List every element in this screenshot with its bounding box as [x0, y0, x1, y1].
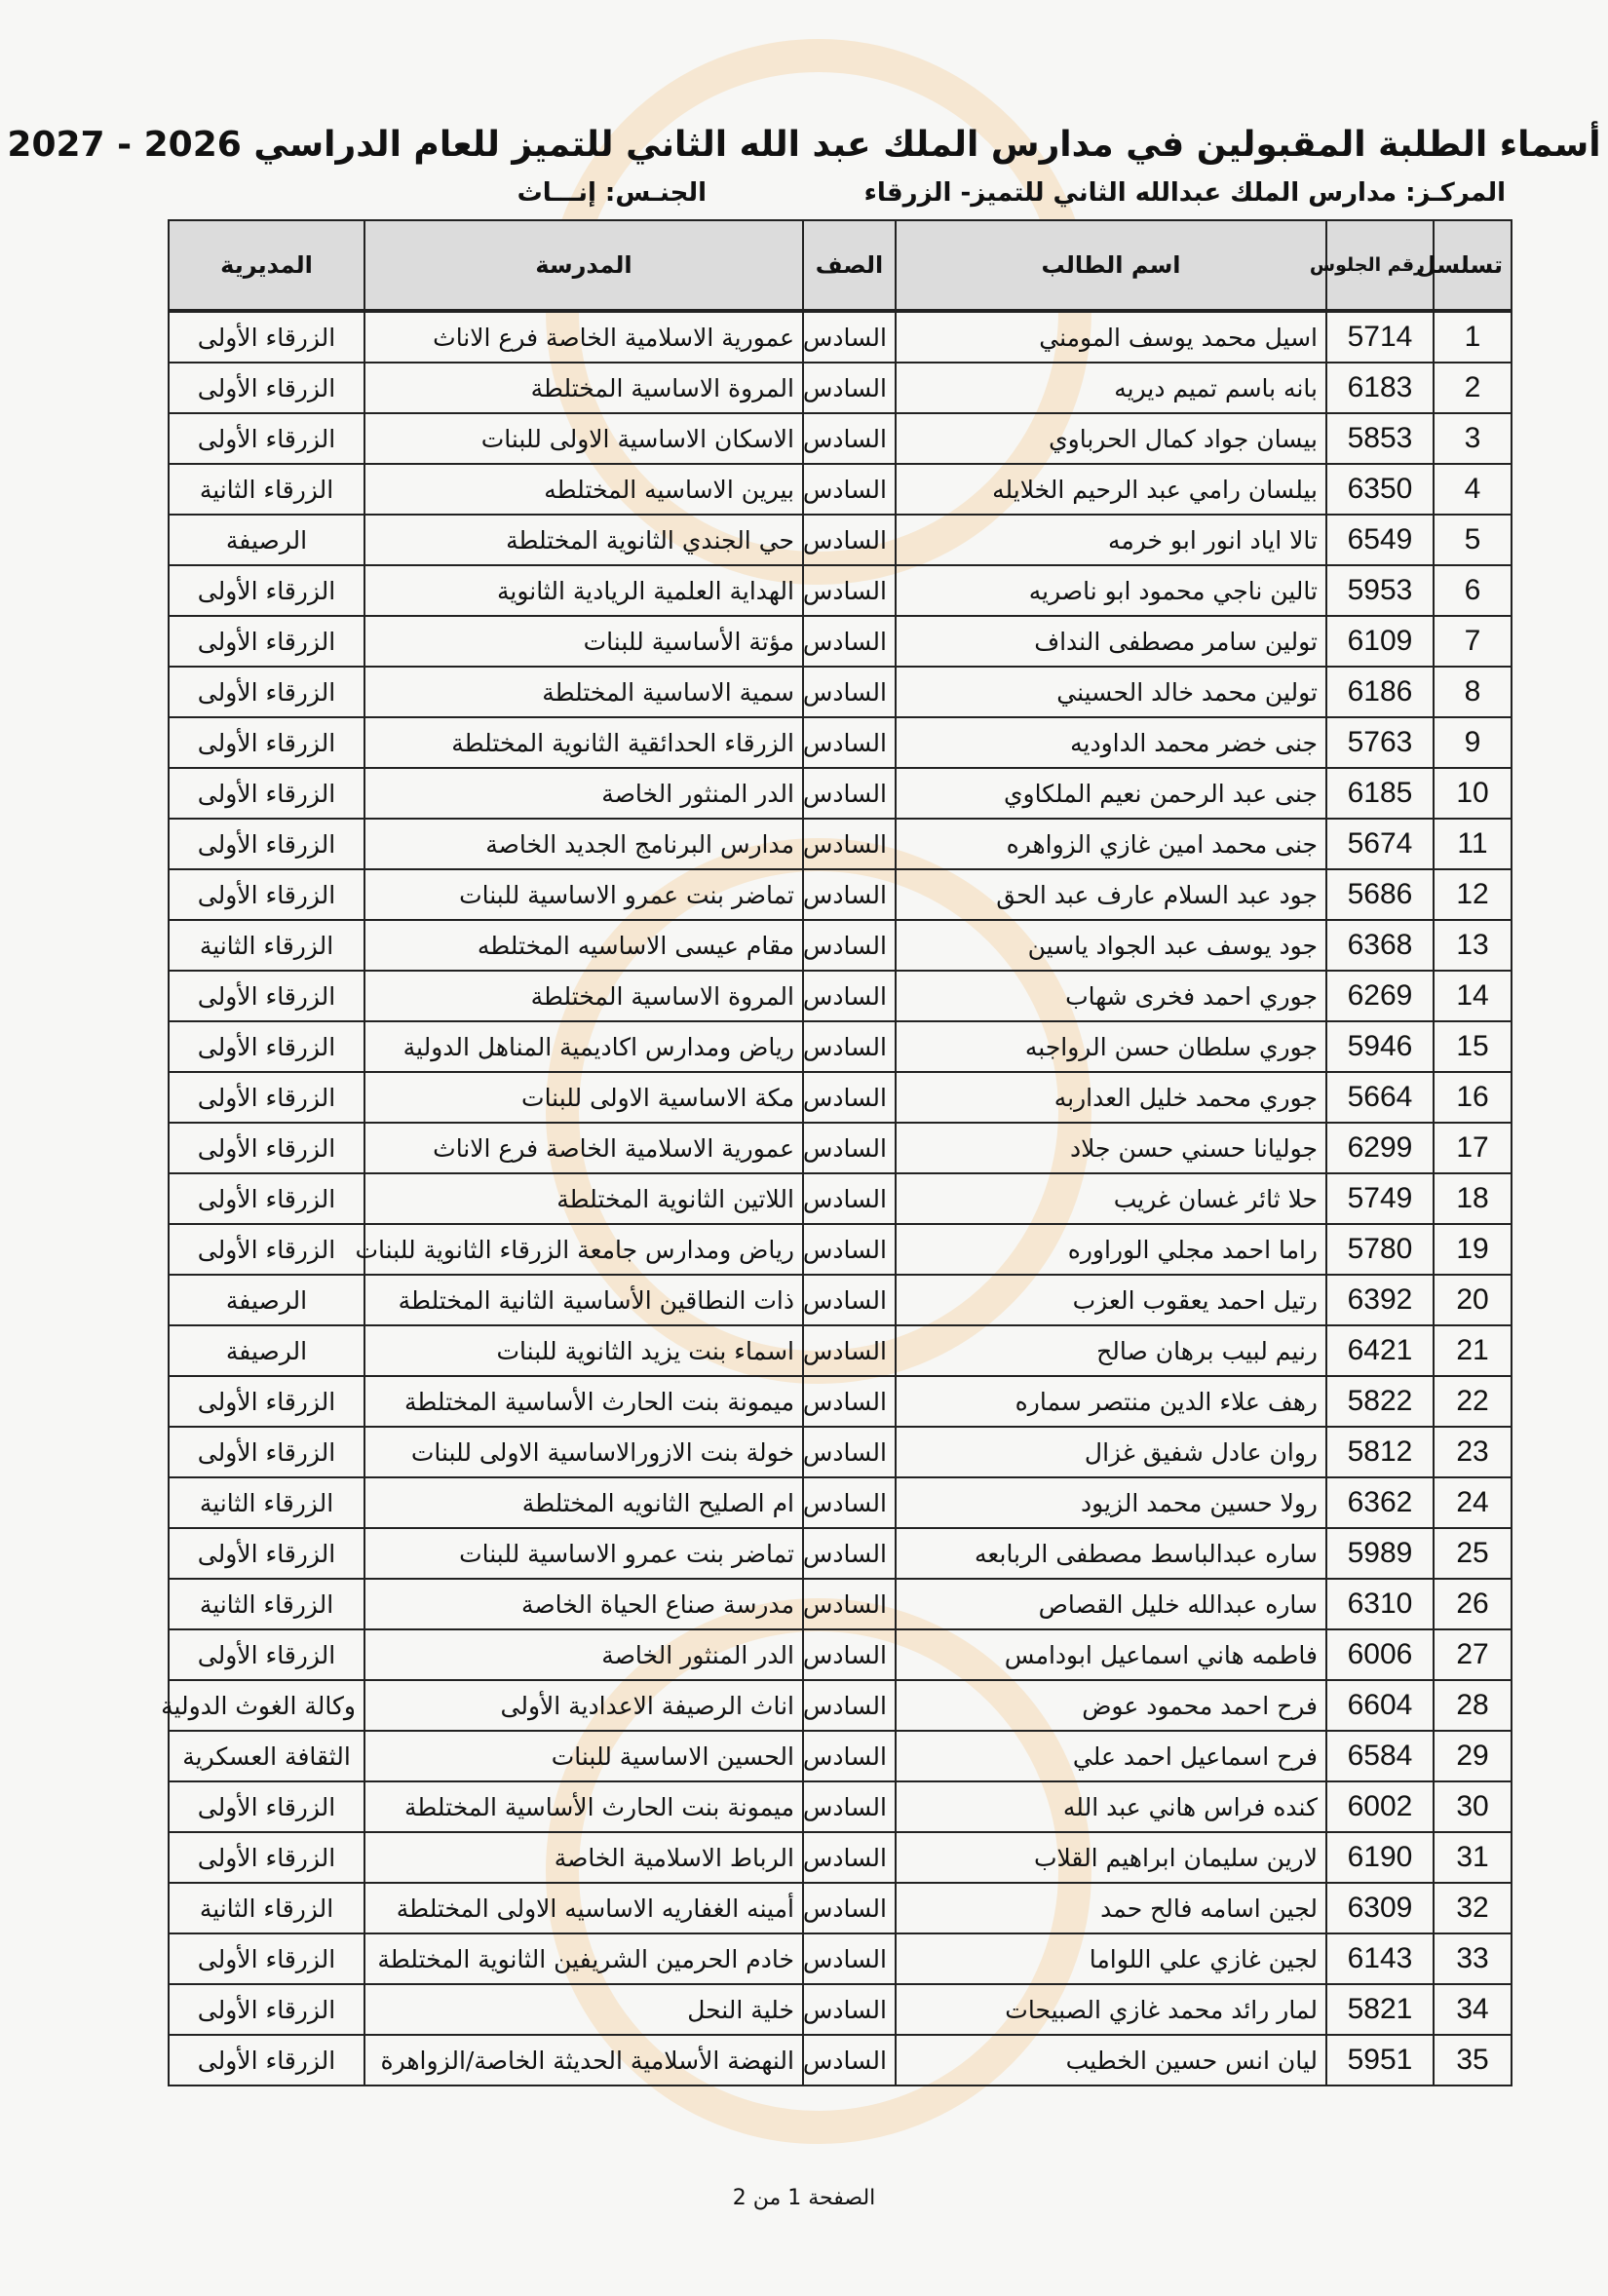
grade-cell: السادس	[803, 363, 896, 413]
student-name-cell: اسيل محمد يوسف المومني	[896, 311, 1326, 363]
seat-number-cell: 6584	[1326, 1731, 1434, 1781]
seat-number-cell: 6299	[1326, 1123, 1434, 1173]
serial-cell: 23	[1434, 1427, 1512, 1477]
header-school: المدرسة	[364, 220, 803, 311]
gender-label: الجنـس: إنـــاث	[517, 178, 707, 208]
grade-cell: السادس	[803, 667, 896, 717]
serial-cell: 2	[1434, 363, 1512, 413]
seat-number-cell: 5951	[1326, 2035, 1434, 2086]
school-cell: الحسين الاساسية للبنات	[364, 1731, 803, 1781]
directorate-cell: الزرقاء الأولى	[169, 363, 364, 413]
seat-number-cell: 6362	[1326, 1477, 1434, 1528]
table-row	[169, 1427, 1512, 1477]
serial-cell: 22	[1434, 1376, 1512, 1427]
school-cell: الرباط الاسلامية الخاصة	[364, 1832, 803, 1883]
school-cell: خلية النحل	[364, 1984, 803, 2035]
grade-cell: السادس	[803, 1021, 896, 1072]
directorate-cell: الزرقاء الأولى	[169, 971, 364, 1021]
school-cell: رياض ومدارس اكاديمية المناهل الدولية	[364, 1021, 803, 1072]
header-directorate: المديرية	[169, 220, 364, 311]
table-row	[169, 1933, 1512, 1984]
seat-number-cell: 6186	[1326, 667, 1434, 717]
serial-cell: 15	[1434, 1021, 1512, 1072]
seat-number-cell: 5953	[1326, 565, 1434, 616]
table-row	[169, 1072, 1512, 1123]
school-cell: الدر المنثور الخاصة	[364, 1629, 803, 1680]
directorate-cell: الزرقاء الثانية	[169, 1883, 364, 1933]
student-name-cell: جوليانا حسني حسن جلاد	[896, 1123, 1326, 1173]
directorate-cell: الزرقاء الأولى	[169, 1224, 364, 1275]
directorate-cell: الزرقاء الأولى	[169, 413, 364, 464]
seat-number-cell: 6604	[1326, 1680, 1434, 1731]
table-row	[169, 363, 1512, 413]
seat-number-cell: 6309	[1326, 1883, 1434, 1933]
grade-cell: السادس	[803, 768, 896, 819]
seat-number-cell: 5664	[1326, 1072, 1434, 1123]
school-cell: الدر المنثور الخاصة	[364, 768, 803, 819]
table-row	[169, 768, 1512, 819]
header-student-name: اسم الطالب	[896, 220, 1326, 311]
student-name-cell: رتيل احمد يعقوب العزب	[896, 1275, 1326, 1325]
student-name-cell: كنده فراس هاني عبد الله	[896, 1781, 1326, 1832]
grade-cell: السادس	[803, 2035, 896, 2086]
serial-cell: 31	[1434, 1832, 1512, 1883]
header-info	[166, 178, 1506, 213]
directorate-cell: الزرقاء الأولى	[169, 616, 364, 667]
grade-cell: السادس	[803, 1680, 896, 1731]
school-cell: اسماء بنت يزيد الثانوية للبنات	[364, 1325, 803, 1376]
school-cell: الاسكان الاساسية الاولى للبنات	[364, 413, 803, 464]
serial-cell: 11	[1434, 819, 1512, 869]
table-row	[169, 1275, 1512, 1325]
directorate-cell: الرصيفة	[169, 515, 364, 565]
student-name-cell: لارين سليمان ابراهيم القلاب	[896, 1832, 1326, 1883]
table-row	[169, 464, 1512, 515]
table-row	[169, 1984, 1512, 2035]
seat-number-cell: 5946	[1326, 1021, 1434, 1072]
directorate-cell: الرصيفة	[169, 1325, 364, 1376]
serial-cell: 16	[1434, 1072, 1512, 1123]
directorate-cell: الزرقاء الأولى	[169, 1528, 364, 1579]
table-row	[169, 1579, 1512, 1629]
serial-cell: 34	[1434, 1984, 1512, 2035]
grade-cell: السادس	[803, 565, 896, 616]
directorate-cell: الزرقاء الأولى	[169, 1123, 364, 1173]
seat-number-cell: 6002	[1326, 1781, 1434, 1832]
directorate-cell: الزرقاء الأولى	[169, 1173, 364, 1224]
school-cell: حي الجندي الثانوية المختلطة	[364, 515, 803, 565]
student-name-cell: بيلسان رامي عبد الرحيم الخلايله	[896, 464, 1326, 515]
seat-number-cell: 6310	[1326, 1579, 1434, 1629]
grade-cell: السادس	[803, 1528, 896, 1579]
school-cell: رياض ومدارس جامعة الزرقاء الثانوية للبنات	[364, 1224, 803, 1275]
grade-cell: السادس	[803, 1072, 896, 1123]
seat-number-cell: 5763	[1326, 717, 1434, 768]
grade-cell: السادس	[803, 1832, 896, 1883]
seat-number-cell: 6185	[1326, 768, 1434, 819]
seat-number-cell: 5989	[1326, 1528, 1434, 1579]
school-cell: عمورية الاسلامية الخاصة فرع الاناث	[364, 1123, 803, 1173]
directorate-cell: الزرقاء الأولى	[169, 1933, 364, 1984]
directorate-cell: الزرقاء الأولى	[169, 667, 364, 717]
table-row	[169, 1629, 1512, 1680]
school-cell: تماضر بنت عمرو الاساسية للبنات	[364, 869, 803, 920]
school-cell: النهضة الأسلامية الحديثة الخاصة/الزواهرة	[364, 2035, 803, 2086]
seat-number-cell: 6190	[1326, 1832, 1434, 1883]
serial-cell: 7	[1434, 616, 1512, 667]
directorate-cell: الزرقاء الأولى	[169, 1072, 364, 1123]
grade-cell: السادس	[803, 920, 896, 971]
student-name-cell: تولين محمد خالد الحسيني	[896, 667, 1326, 717]
directorate-cell: الزرقاء الأولى	[169, 2035, 364, 2086]
school-cell: سمية الاساسية المختلطة	[364, 667, 803, 717]
directorate-cell: الزرقاء الأولى	[169, 565, 364, 616]
directorate-cell: الزرقاء الأولى	[169, 311, 364, 363]
grade-cell: السادس	[803, 1275, 896, 1325]
table-header-row	[169, 220, 1512, 311]
directorate-cell: الزرقاء الأولى	[169, 1021, 364, 1072]
seat-number-cell: 5780	[1326, 1224, 1434, 1275]
directorate-cell: الثقافة العسكرية	[169, 1731, 364, 1781]
directorate-cell: الزرقاء الثانية	[169, 1477, 364, 1528]
student-name-cell: جنى عبد الرحمن نعيم الملكاوي	[896, 768, 1326, 819]
school-cell: بيرين الاساسيه المختلطه	[364, 464, 803, 515]
grade-cell: السادس	[803, 1477, 896, 1528]
table-row	[169, 1781, 1512, 1832]
seat-number-cell: 5686	[1326, 869, 1434, 920]
serial-cell: 4	[1434, 464, 1512, 515]
serial-cell: 8	[1434, 667, 1512, 717]
student-name-cell: فرح احمد محمود عوض	[896, 1680, 1326, 1731]
student-name-cell: جوري سلطان حسن الرواجبه	[896, 1021, 1326, 1072]
seat-number-cell: 6109	[1326, 616, 1434, 667]
serial-cell: 17	[1434, 1123, 1512, 1173]
directorate-cell: الزرقاء الأولى	[169, 1376, 364, 1427]
serial-cell: 32	[1434, 1883, 1512, 1933]
table-row	[169, 413, 1512, 464]
grade-cell: السادس	[803, 819, 896, 869]
student-name-cell: تولين سامر مصطفى النداف	[896, 616, 1326, 667]
serial-cell: 3	[1434, 413, 1512, 464]
school-cell: خولة بنت الازورالاساسية الاولى للبنات	[364, 1427, 803, 1477]
directorate-cell: الزرقاء الأولى	[169, 1629, 364, 1680]
table-row	[169, 1883, 1512, 1933]
student-name-cell: جوري احمد فخرى شهاب	[896, 971, 1326, 1021]
student-name-cell: جود عبد السلام عارف عبد الحق	[896, 869, 1326, 920]
header-seat-number: رقم الجلوس	[1326, 220, 1434, 311]
serial-cell: 9	[1434, 717, 1512, 768]
table-row	[169, 1021, 1512, 1072]
student-name-cell: فرح اسماعيل احمد علي	[896, 1731, 1326, 1781]
table-row	[169, 1680, 1512, 1731]
student-name-cell: راما احمد مجلي الوراوره	[896, 1224, 1326, 1275]
grade-cell: السادس	[803, 1173, 896, 1224]
school-cell: مدرسة صناع الحياة الخاصة	[364, 1579, 803, 1629]
table-row	[169, 1224, 1512, 1275]
grade-cell: السادس	[803, 1579, 896, 1629]
student-name-cell: جود يوسف عبد الجواد ياسين	[896, 920, 1326, 971]
table-row	[169, 311, 1512, 363]
table-row	[169, 1123, 1512, 1173]
student-name-cell: تالين ناجي محمود ابو ناصريه	[896, 565, 1326, 616]
student-name-cell: لمار رائد محمد غازي الصبيحات	[896, 1984, 1326, 2035]
table-row	[169, 717, 1512, 768]
seat-number-cell: 5821	[1326, 1984, 1434, 2035]
student-name-cell: رولا حسين محمد الزيود	[896, 1477, 1326, 1528]
serial-cell: 18	[1434, 1173, 1512, 1224]
grade-cell: السادس	[803, 1123, 896, 1173]
table-row	[169, 1173, 1512, 1224]
student-name-cell: ساره عبدالباسط مصطفى الربابعه	[896, 1528, 1326, 1579]
grade-cell: السادس	[803, 1325, 896, 1376]
school-cell: مكة الاساسية الاولى للبنات	[364, 1072, 803, 1123]
grade-cell: السادس	[803, 1781, 896, 1832]
table-row	[169, 1325, 1512, 1376]
grade-cell: السادس	[803, 1224, 896, 1275]
table-row	[169, 920, 1512, 971]
serial-cell: 12	[1434, 869, 1512, 920]
grade-cell: السادس	[803, 464, 896, 515]
directorate-cell: الزرقاء الأولى	[169, 819, 364, 869]
table-row	[169, 2035, 1512, 2086]
school-cell: ميمونة بنت الحارث الأساسية المختلطة	[364, 1376, 803, 1427]
student-name-cell: رهف علاء الدين منتصر سماره	[896, 1376, 1326, 1427]
student-name-cell: حلا ثائر غسان غريب	[896, 1173, 1326, 1224]
school-cell: تماضر بنت عمرو الاساسية للبنات	[364, 1528, 803, 1579]
serial-cell: 13	[1434, 920, 1512, 971]
seat-number-cell: 6143	[1326, 1933, 1434, 1984]
table-row	[169, 1477, 1512, 1528]
serial-cell: 6	[1434, 565, 1512, 616]
table-row	[169, 1731, 1512, 1781]
grade-cell: السادس	[803, 1933, 896, 1984]
table-row	[169, 1528, 1512, 1579]
table-row	[169, 819, 1512, 869]
school-cell: مقام عيسى الاساسيه المختلطه	[364, 920, 803, 971]
school-cell: ام الصليح الثانويه المختلطة	[364, 1477, 803, 1528]
grade-cell: السادس	[803, 1731, 896, 1781]
seat-number-cell: 5812	[1326, 1427, 1434, 1477]
school-cell: خادم الحرمين الشريفين الثانوية المختلطة	[364, 1933, 803, 1984]
student-name-cell: بانه باسم تميم ديريه	[896, 363, 1326, 413]
serial-cell: 14	[1434, 971, 1512, 1021]
school-cell: المروة الاساسية المختلطة	[364, 971, 803, 1021]
school-cell: أمينه الغفاريه الاساسيه الاولى المختلطة	[364, 1883, 803, 1933]
directorate-cell: الزرقاء الأولى	[169, 1832, 364, 1883]
directorate-cell: وكالة الغوث الدولية	[169, 1680, 364, 1731]
grade-cell: السادس	[803, 1984, 896, 2035]
serial-cell: 24	[1434, 1477, 1512, 1528]
table-row	[169, 667, 1512, 717]
student-name-cell: جنى محمد امين غازي الزواهره	[896, 819, 1326, 869]
seat-number-cell: 6549	[1326, 515, 1434, 565]
seat-number-cell: 5822	[1326, 1376, 1434, 1427]
table-row	[169, 869, 1512, 920]
seat-number-cell: 6421	[1326, 1325, 1434, 1376]
students-table	[161, 219, 1512, 2086]
serial-cell: 5	[1434, 515, 1512, 565]
grade-cell: السادس	[803, 717, 896, 768]
serial-cell: 27	[1434, 1629, 1512, 1680]
school-cell: مؤتة الأساسية للبنات	[364, 616, 803, 667]
directorate-cell: الزرقاء الثانية	[169, 1579, 364, 1629]
table-row	[169, 616, 1512, 667]
serial-cell: 25	[1434, 1528, 1512, 1579]
grade-cell: السادس	[803, 413, 896, 464]
school-cell: المروة الاساسية المختلطة	[364, 363, 803, 413]
center-label: المركـز: مدارس الملك عبدالله الثاني للتميز- الزرقاء	[863, 178, 1506, 208]
serial-cell: 20	[1434, 1275, 1512, 1325]
serial-cell: 30	[1434, 1781, 1512, 1832]
grade-cell: السادس	[803, 1427, 896, 1477]
directorate-cell: الزرقاء الأولى	[169, 869, 364, 920]
student-name-cell: رنيم لبيب برهان صالح	[896, 1325, 1326, 1376]
header-serial: تسلسل	[1434, 220, 1512, 311]
directorate-cell: الزرقاء الأولى	[169, 1781, 364, 1832]
school-cell: الزرقاء الحدائقية الثانوية المختلطة	[364, 717, 803, 768]
grade-cell: السادس	[803, 1376, 896, 1427]
serial-cell: 28	[1434, 1680, 1512, 1731]
serial-cell: 1	[1434, 311, 1512, 363]
seat-number-cell: 6350	[1326, 464, 1434, 515]
student-name-cell: ساره عبدالله خليل القصاص	[896, 1579, 1326, 1629]
school-cell: عمورية الاسلامية الخاصة فرع الاناث	[364, 311, 803, 363]
grade-cell: السادس	[803, 515, 896, 565]
serial-cell: 10	[1434, 768, 1512, 819]
directorate-cell: الرصيفة	[169, 1275, 364, 1325]
student-name-cell: لجين اسامه فالح حمد	[896, 1883, 1326, 1933]
directorate-cell: الزرقاء الثانية	[169, 464, 364, 515]
seat-number-cell: 6368	[1326, 920, 1434, 971]
grade-cell: السادس	[803, 616, 896, 667]
school-cell: اناث الرصيفة الاعدادية الأولى	[364, 1680, 803, 1731]
grade-cell: السادس	[803, 1883, 896, 1933]
table-row	[169, 565, 1512, 616]
school-cell: مدارس البرنامج الجديد الخاصة	[364, 819, 803, 869]
page-title: أسماء الطلبة المقبولين في مدارس الملك عبد الله الثاني للتميز للعام الدراسي 2026 - 2027	[7, 125, 1601, 165]
student-name-cell: فاطمه هاني اسماعيل ابودامس	[896, 1629, 1326, 1680]
school-cell: ذات النطاقين الأساسية الثانية المختلطة	[364, 1275, 803, 1325]
page-number: الصفحة 1 من 2	[732, 2186, 876, 2210]
serial-cell: 19	[1434, 1224, 1512, 1275]
table-row	[169, 971, 1512, 1021]
student-name-cell: جوري محمد خليل العداربه	[896, 1072, 1326, 1123]
serial-cell: 29	[1434, 1731, 1512, 1781]
seat-number-cell: 5714	[1326, 311, 1434, 363]
student-name-cell: روان عادل شفيق غزال	[896, 1427, 1326, 1477]
table-body	[161, 311, 1512, 2086]
grade-cell: السادس	[803, 971, 896, 1021]
directorate-cell: الزرقاء الأولى	[169, 1984, 364, 2035]
table-row	[169, 1832, 1512, 1883]
student-name-cell: تالا اياد انور ابو خرمه	[896, 515, 1326, 565]
seat-number-cell: 6392	[1326, 1275, 1434, 1325]
serial-cell: 21	[1434, 1325, 1512, 1376]
table-row	[169, 515, 1512, 565]
student-name-cell: جنى خضر محمد الداوديه	[896, 717, 1326, 768]
school-cell: ميمونة بنت الحارث الأساسية المختلطة	[364, 1781, 803, 1832]
seat-number-cell: 5749	[1326, 1173, 1434, 1224]
student-name-cell: ليان انس حسين الخطيب	[896, 2035, 1326, 2086]
table-row	[169, 1376, 1512, 1427]
school-cell: الهداية العلمية الريادية الثانوية	[364, 565, 803, 616]
serial-cell: 33	[1434, 1933, 1512, 1984]
school-cell: اللاتين الثانوية المختلطة	[364, 1173, 803, 1224]
serial-cell: 26	[1434, 1579, 1512, 1629]
directorate-cell: الزرقاء الأولى	[169, 1427, 364, 1477]
student-name-cell: بيسان جواد كمال الحرباوي	[896, 413, 1326, 464]
grade-cell: السادس	[803, 1629, 896, 1680]
seat-number-cell: 5853	[1326, 413, 1434, 464]
seat-number-cell: 6006	[1326, 1629, 1434, 1680]
header-grade: الصف	[803, 220, 896, 311]
directorate-cell: الزرقاء الأولى	[169, 768, 364, 819]
seat-number-cell: 6183	[1326, 363, 1434, 413]
directorate-cell: الزرقاء الثانية	[169, 920, 364, 971]
seat-number-cell: 5674	[1326, 819, 1434, 869]
directorate-cell: الزرقاء الأولى	[169, 717, 364, 768]
grade-cell: السادس	[803, 311, 896, 363]
seat-number-cell: 6269	[1326, 971, 1434, 1021]
grade-cell: السادس	[803, 869, 896, 920]
serial-cell: 35	[1434, 2035, 1512, 2086]
student-name-cell: لجين غازي علي اللواما	[896, 1933, 1326, 1984]
